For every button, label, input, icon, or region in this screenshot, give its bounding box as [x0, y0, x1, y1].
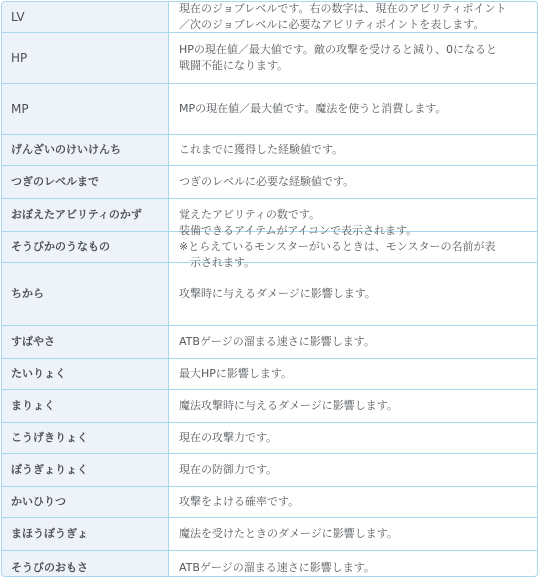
row-label-text: かいひりつ	[11, 495, 66, 508]
row-description-text: 攻撃時に与えるダメージに影響します。	[179, 287, 376, 300]
row-mp-label	[2, 84, 169, 135]
row-stamina-label	[2, 359, 169, 390]
row-magic-defense-description	[169, 518, 537, 551]
row-description-text: ATBゲージの溜まる速さに影響します。	[179, 335, 375, 348]
row-label-text: MP	[11, 102, 29, 116]
row-evasion-description	[169, 487, 537, 518]
row-description-text: ATBゲージの溜まる速さに影響します。	[179, 560, 375, 574]
row-strength-label	[2, 263, 169, 326]
row-label-text: そうびのおもさ	[11, 560, 88, 574]
row-label-text: ちから	[11, 287, 44, 300]
row-description-text: 現在のジョブレベルです。右の数字は、現在のアビリティポイント ／次のジョブレベルに必要なアビリティポイントを表します。	[179, 2, 507, 31]
row-label-text: こうげきりょく	[11, 431, 88, 444]
row-mp-description	[169, 84, 537, 135]
row-label-text: LV	[11, 10, 25, 24]
row-description-text: MPの現在値／最大値です。魔法を使うと消費します。	[179, 102, 447, 115]
row-description-text: 最大HPに影響します。	[179, 367, 293, 380]
row-stamina-description	[169, 359, 537, 390]
row-label-text: そうびかのうなもの	[11, 240, 110, 253]
row-lv-label	[2, 2, 169, 33]
row-current-exp-description	[169, 135, 537, 166]
row-magic-description	[169, 390, 537, 423]
row-equippable-label	[2, 232, 169, 263]
row-next-level-description	[169, 166, 537, 199]
row-description-text: 魔法を受けたときのダメージに影響します。	[179, 527, 398, 540]
row-evasion-label	[2, 487, 169, 518]
row-next-level-label	[2, 166, 169, 199]
row-equipment-weight-label	[2, 551, 169, 577]
row-equippable-description	[169, 224, 537, 269]
row-label-text: まほうぼうぎょ	[11, 527, 88, 540]
row-defense-label	[2, 454, 169, 487]
row-speed-label	[2, 326, 169, 359]
row-description-text: これまでに獲得した経験値です。	[179, 143, 344, 156]
row-speed-description	[169, 326, 537, 359]
row-label-text: すばやさ	[11, 335, 55, 348]
row-description-text: 装備できるアイテムがアイコンで表示されます。 ※とらえているモンスターがいるときは、モンスターの名前が表 示されます。	[179, 224, 496, 269]
row-lv-description	[169, 2, 537, 33]
row-description-text: つぎのレベルに必要な経験値です。	[179, 175, 355, 188]
row-defense-description	[169, 454, 537, 487]
row-label-text: ぼうぎょりょく	[11, 463, 88, 476]
row-label-text: まりょく	[11, 399, 55, 412]
row-hp-description	[169, 33, 537, 84]
row-attack-description	[169, 423, 537, 454]
row-current-exp-label	[2, 135, 169, 166]
row-magic-label	[2, 390, 169, 423]
row-description-text: 攻撃をよける確率です。	[179, 495, 300, 508]
row-description-text: 魔法攻撃時に与えるダメージに影響します。	[179, 399, 398, 412]
row-magic-defense-label	[2, 518, 169, 551]
row-label-text: つぎのレベルまで	[11, 175, 99, 188]
row-label-text: げんざいのけいけんち	[11, 143, 121, 156]
row-description-text: 現在の攻撃力です。	[179, 431, 278, 444]
row-hp-label	[2, 33, 169, 84]
row-label-text: たいりょく	[11, 367, 66, 380]
row-abilities-learned-label	[2, 199, 169, 232]
row-description-text: 現在の防御力です。	[179, 463, 278, 476]
row-label-text: HP	[11, 51, 28, 65]
row-description-text: 覚えたアビリティの数です。	[179, 208, 321, 221]
row-description-text: HPの現在値／最大値です。敵の攻撃を受けると減り、0になると 戦闘不能になります。	[179, 43, 498, 72]
status-description-table	[1, 1, 538, 577]
row-label-text: おぼえたアビリティのかず	[11, 208, 142, 221]
row-equipment-weight-description	[169, 551, 537, 577]
row-attack-label	[2, 423, 169, 454]
row-strength-description	[169, 263, 537, 326]
